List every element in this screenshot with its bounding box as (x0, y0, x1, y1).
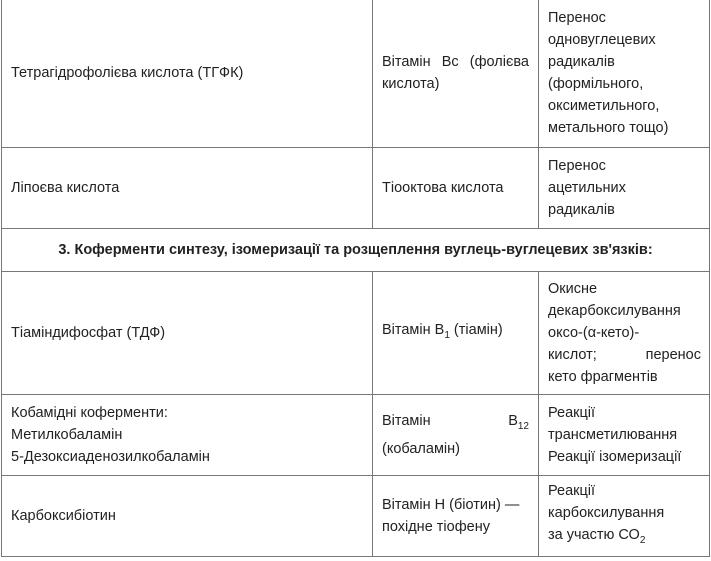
function-line: карбоксилування (548, 505, 665, 522)
vitamin-word: Вітамін (382, 413, 431, 430)
function-line: радикалів (548, 54, 615, 70)
vitamin-code (508, 410, 529, 438)
function-line: метального тощо) (548, 120, 669, 136)
function-line: Реакції ізомеризації (548, 449, 682, 465)
coenzyme-name: Ліпоєва кислота (11, 180, 120, 196)
function-subscript: 2 (639, 534, 646, 546)
coenzyme-line: Кобамідні коферменти: (11, 405, 168, 421)
vitamin-alias: (кобаламін) (382, 440, 460, 457)
table-row (2, 272, 710, 395)
vitamin-alias: (тіамін) (449, 322, 503, 339)
function-line (548, 344, 701, 366)
section-header-row (2, 229, 710, 272)
function-line: Окисне (548, 281, 598, 297)
table-row (2, 148, 710, 229)
function-line (548, 524, 701, 552)
vitamin-cell (373, 476, 539, 557)
coenzyme-line: 5-Дезоксиаденозилкобаламін (11, 449, 210, 465)
coenzyme-cell (2, 395, 373, 476)
coenzyme-cell (2, 272, 373, 395)
coenzyme-name: Тетрагідрофолієва кислота (ТГФК) (11, 65, 244, 81)
function-line: радикалів (548, 202, 615, 218)
table-row (2, 395, 710, 476)
coenzyme-cell (2, 148, 373, 229)
function-line: кето фрагментів (548, 369, 658, 385)
function-line: оксо-(α-кето)- (548, 325, 640, 341)
function-line: Реакції (548, 483, 596, 500)
vitamin-cell (373, 148, 539, 229)
vitamin-subscript: 12 (517, 420, 529, 432)
function-cell (539, 272, 710, 395)
function-cell (539, 148, 710, 229)
vitamin-name: Вітамін В (382, 322, 445, 339)
coenzyme-name: Карбоксибіотин (11, 508, 116, 524)
function-line: одновуглецевих (548, 32, 656, 48)
vitamin-line: похідне тіофену (382, 519, 490, 535)
function-line: декарбоксилування (548, 303, 681, 319)
function-word: за участю СО (548, 527, 640, 544)
vitamin-cell (373, 0, 539, 148)
function-line: ацетильних (548, 180, 626, 196)
function-word: перенос (645, 347, 701, 363)
section-header: 3. Коферменти синтезу, ізомеризації та розщеплення вуглець-вуглецевих зв'язків: (2, 229, 710, 272)
table-row (2, 476, 710, 557)
vitamin-name: Вітамін Вс (фолієва кислота) (382, 54, 529, 92)
function-line: Реакції (548, 405, 596, 421)
vitamin-line (382, 410, 529, 438)
vitamin-letter: В (508, 413, 518, 430)
function-line: трансметилювання (548, 427, 678, 443)
vitamin-cell (373, 272, 539, 395)
table-row (2, 0, 710, 148)
function-line: Перенос (548, 158, 606, 174)
coenzyme-line: Метилкобаламін (11, 427, 123, 443)
coenzyme-table (1, 0, 710, 557)
coenzyme-name: Тіаміндифосфат (ТДФ) (11, 325, 166, 341)
function-line: Перенос (548, 10, 606, 26)
vitamin-line: Вітамін Н (біотин) — (382, 497, 520, 513)
vitamin-subscript: 1 (444, 329, 450, 341)
function-line: (формільного, (548, 76, 644, 92)
coenzyme-cell (2, 476, 373, 557)
function-cell (539, 0, 710, 148)
vitamin-name: Тіооктова кислота (382, 180, 504, 196)
vitamin-cell (373, 395, 539, 476)
function-cell (539, 476, 710, 557)
function-line: оксиметильного, (548, 98, 660, 114)
function-word: кислот; (548, 347, 597, 363)
coenzyme-cell (2, 0, 373, 148)
function-cell (539, 395, 710, 476)
